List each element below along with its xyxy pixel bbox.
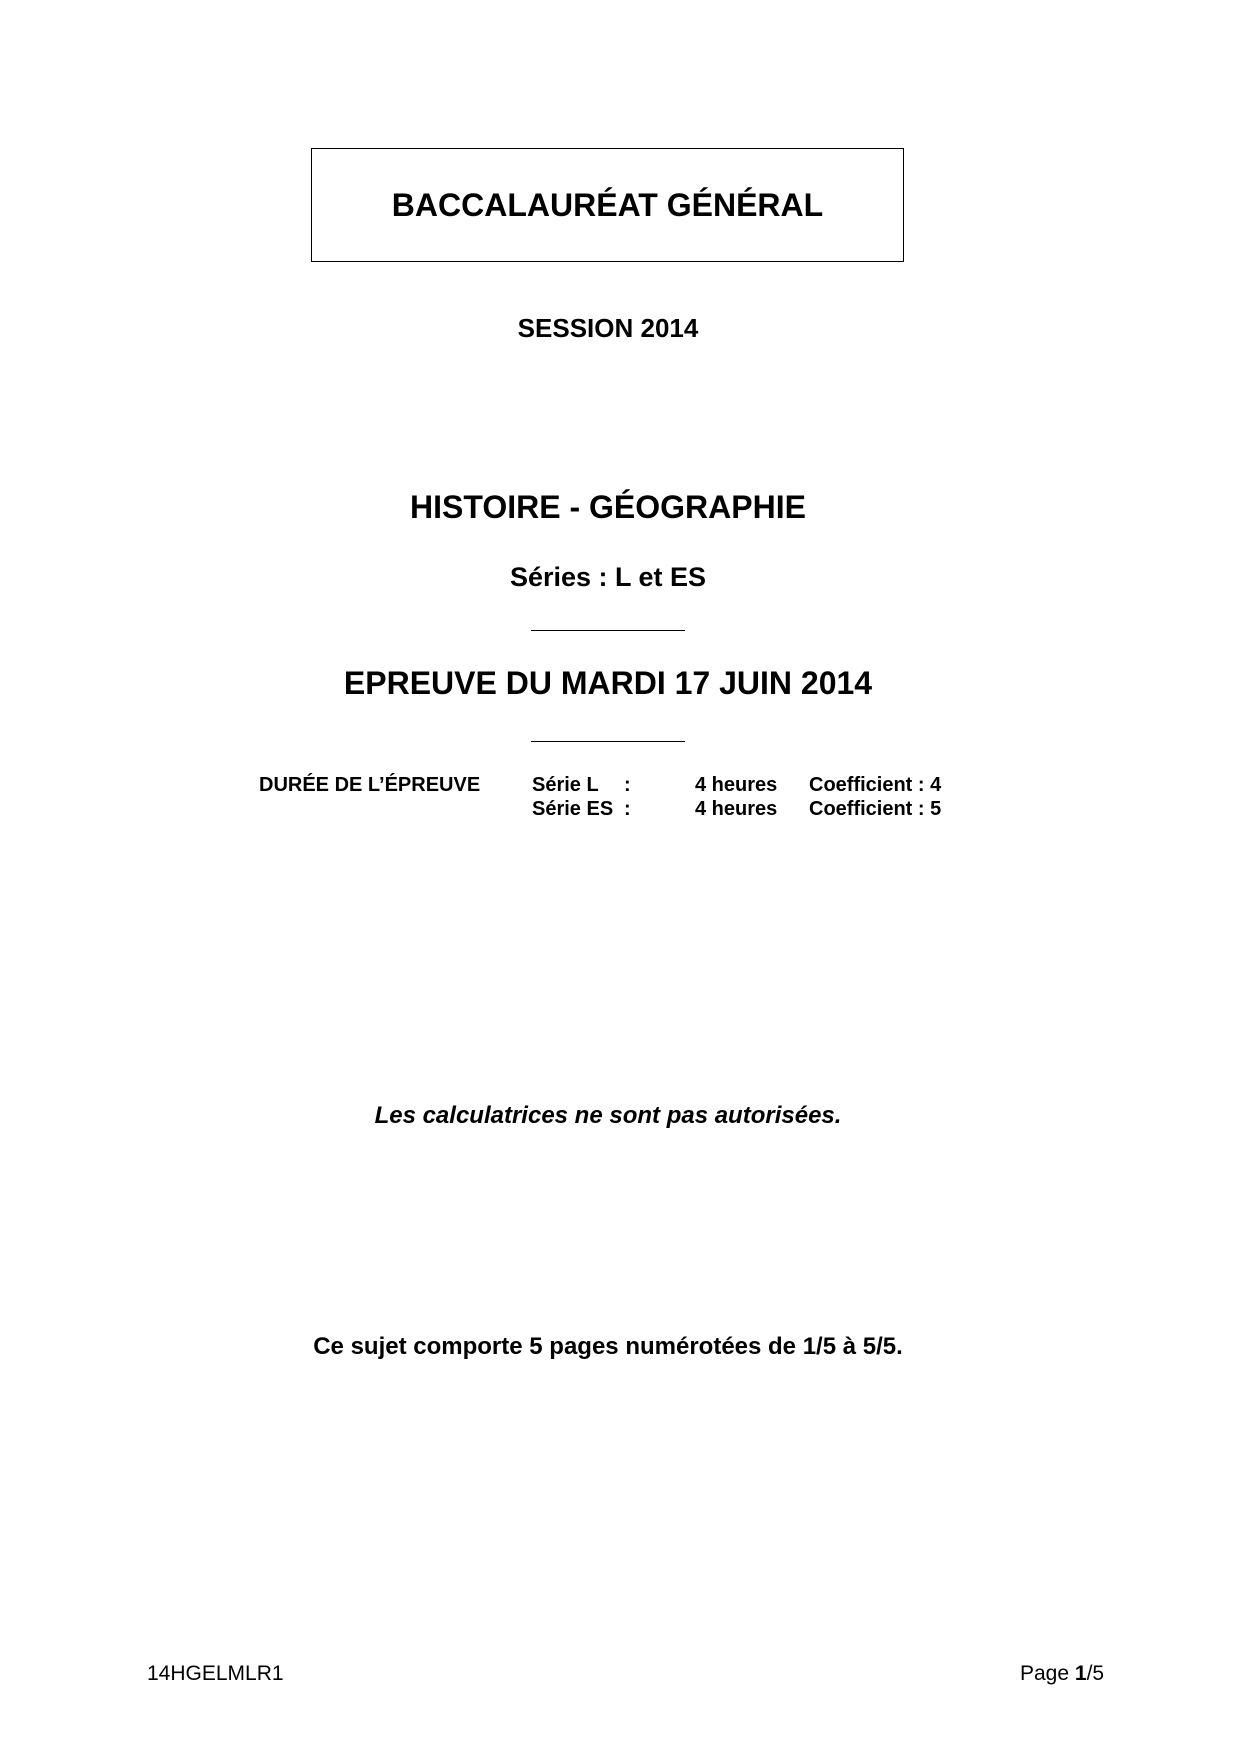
exam-title: BACCALAURÉAT GÉNÉRAL: [391, 186, 824, 223]
duration-serie: Série ES: [532, 798, 614, 820]
duration-coefficient: Coefficient : 4: [809, 774, 942, 796]
page-number: [1020, 1662, 1104, 1686]
duration-colon: :: [624, 798, 631, 820]
exam-date-heading: EPREUVE DU MARDI 17 JUIN 2014: [343, 665, 873, 701]
duration-hours: 4 heures: [695, 798, 778, 820]
duration-serie: Série L: [532, 774, 599, 796]
divider-rule: [531, 741, 685, 742]
page-count-note: Ce sujet comporte 5 pages numérotées de 1/5 à 5/5.: [313, 1333, 903, 1360]
duration-hours: 4 heures: [695, 774, 778, 796]
document-code: 14HGELMLR1: [147, 1662, 284, 1685]
duration-label: DURÉE DE L’ÉPREUVE: [259, 774, 481, 796]
calculator-note: Les calculatrices ne sont pas autorisées.: [374, 1102, 842, 1129]
page-label: Page: [1020, 1662, 1070, 1685]
series-heading: Séries : L et ES: [509, 562, 707, 592]
page-current: 1: [1074, 1662, 1087, 1685]
session-heading: SESSION 2014: [517, 313, 699, 343]
subject-heading: HISTOIRE - GÉOGRAPHIE: [410, 489, 806, 525]
duration-colon: :: [624, 774, 631, 796]
page-total: /5: [1086, 1662, 1105, 1685]
exam-title-box: [311, 148, 904, 262]
divider-rule: [531, 630, 685, 631]
duration-coefficient: Coefficient : 5: [809, 798, 942, 820]
